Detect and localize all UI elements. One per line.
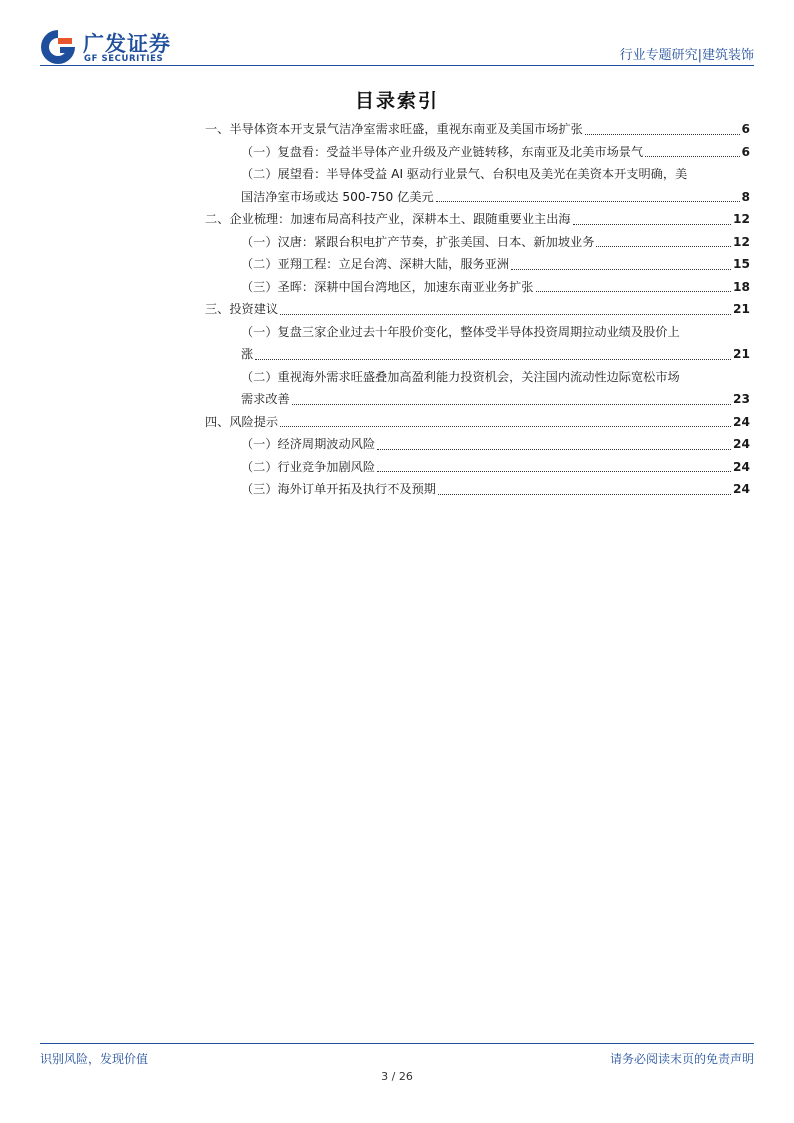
toc-leader bbox=[536, 291, 732, 292]
toc-leader bbox=[596, 246, 731, 247]
toc-entry[interactable] bbox=[205, 141, 750, 164]
header-divider bbox=[40, 65, 754, 66]
toc-entry-page: 21 bbox=[733, 347, 750, 361]
toc-entry-page: 15 bbox=[733, 257, 750, 271]
toc-entry-text-continued: 需求改善 bbox=[241, 392, 290, 406]
toc-entry-text: （一）汉唐：紧跟台积电扩产节奏，扩张美国、日本、新加坡业务 bbox=[241, 234, 595, 249]
toc-title: 目录索引 bbox=[354, 90, 439, 112]
toc-entry-page: 6 bbox=[741, 122, 750, 136]
toc-entry[interactable] bbox=[205, 433, 750, 456]
toc-entry-page: 24 bbox=[733, 414, 750, 429]
toc-leader bbox=[511, 269, 731, 270]
toc-entry[interactable] bbox=[205, 321, 750, 366]
toc-entry-page: 21 bbox=[733, 302, 750, 316]
gf-securities-logo bbox=[38, 27, 171, 67]
toc-entry-page: 12 bbox=[733, 234, 750, 249]
toc-entry-text: （二）亚翔工程：立足台湾、深耕大陆，服务亚洲 bbox=[241, 257, 510, 271]
toc-entry-text: （二）行业竞争加剧风险 bbox=[241, 459, 376, 474]
toc-entry[interactable] bbox=[205, 253, 750, 276]
toc-leader bbox=[292, 404, 731, 405]
toc-entry-page: 24 bbox=[733, 437, 750, 451]
toc-entry-page: 6 bbox=[741, 144, 750, 159]
footer-slogan: 识别风险，发现价值 bbox=[40, 1052, 149, 1066]
table-of-contents bbox=[205, 118, 750, 501]
toc-entry-text: （二）展望看：半导体受益 AI 驱动行业景气、台积电及美光在美资本开支明确，美 bbox=[241, 167, 688, 181]
footer-disclaimer-note: 请务必阅读末页的免责声明 bbox=[609, 1052, 754, 1066]
toc-entry-text: （一）经济周期波动风险 bbox=[241, 437, 376, 451]
report-category: 行业专题研究|建筑装饰 bbox=[619, 48, 754, 63]
toc-leader bbox=[645, 156, 739, 157]
toc-entry-page: 8 bbox=[741, 189, 750, 204]
footer-divider bbox=[40, 1043, 754, 1044]
toc-entry[interactable] bbox=[205, 298, 750, 321]
toc-entry[interactable] bbox=[205, 411, 750, 434]
toc-leader bbox=[438, 494, 731, 495]
toc-leader bbox=[280, 426, 731, 427]
toc-entry-text: 三、投资建议 bbox=[205, 302, 279, 316]
toc-leader bbox=[255, 359, 731, 360]
toc-entry-text: （三）海外订单开拓及执行不及预期 bbox=[241, 482, 436, 496]
toc-entry-text-continued: 国洁净室市场或达 500-750 亿美元 bbox=[241, 189, 434, 204]
logo-chinese-name: 广发证券 bbox=[83, 32, 171, 56]
toc-leader bbox=[280, 314, 731, 315]
toc-entry[interactable] bbox=[205, 456, 750, 479]
toc-entry[interactable] bbox=[205, 276, 750, 299]
toc-entry[interactable] bbox=[205, 208, 750, 231]
toc-leader bbox=[573, 224, 731, 225]
toc-entry-text: （一）复盘看：受益半导体产业升级及产业链转移，东南亚及北美市场景气 bbox=[241, 144, 644, 159]
toc-entry-page: 23 bbox=[733, 392, 750, 406]
toc-entry-text: 一、半导体资本开支景气洁净室需求旺盛，重视东南亚及美国市场扩张 bbox=[205, 122, 583, 136]
logo-english-name: GF SECURITIES bbox=[84, 54, 164, 64]
gf-logo-icon bbox=[38, 27, 78, 67]
toc-entry-text: （二）重视海外需求旺盛叠加高盈利能力投资机会，关注国内流动性边际宽松市场 bbox=[241, 369, 680, 384]
toc-entry[interactable] bbox=[205, 478, 750, 501]
page-header bbox=[0, 0, 794, 70]
toc-leader bbox=[585, 134, 740, 135]
toc-entry[interactable] bbox=[205, 231, 750, 254]
toc-entry-page: 24 bbox=[733, 482, 750, 496]
toc-leader bbox=[377, 449, 731, 450]
toc-entry-text: 四、风险提示 bbox=[205, 414, 279, 429]
toc-entry-page: 12 bbox=[733, 212, 750, 226]
toc-entry-text: （三）圣晖：深耕中国台湾地区，加速东南亚业务扩张 bbox=[241, 279, 534, 294]
page-number: 3 / 26 bbox=[381, 1070, 413, 1083]
toc-entry-page: 24 bbox=[733, 459, 750, 474]
toc-entry-text: 二、企业梳理：加速布局高科技产业，深耕本土、跟随重要业主出海 bbox=[205, 212, 571, 226]
toc-entry-text-continued: 涨 bbox=[241, 347, 254, 361]
toc-entry[interactable] bbox=[205, 163, 750, 208]
toc-entry-page: 18 bbox=[733, 279, 750, 294]
toc-entry[interactable] bbox=[205, 118, 750, 141]
toc-leader bbox=[436, 201, 740, 202]
toc-entry[interactable] bbox=[205, 366, 750, 411]
toc-leader bbox=[377, 471, 731, 472]
toc-entry-text: （一）复盘三家企业过去十年股价变化，整体受半导体投资周期拉动业绩及股价上 bbox=[241, 324, 680, 339]
